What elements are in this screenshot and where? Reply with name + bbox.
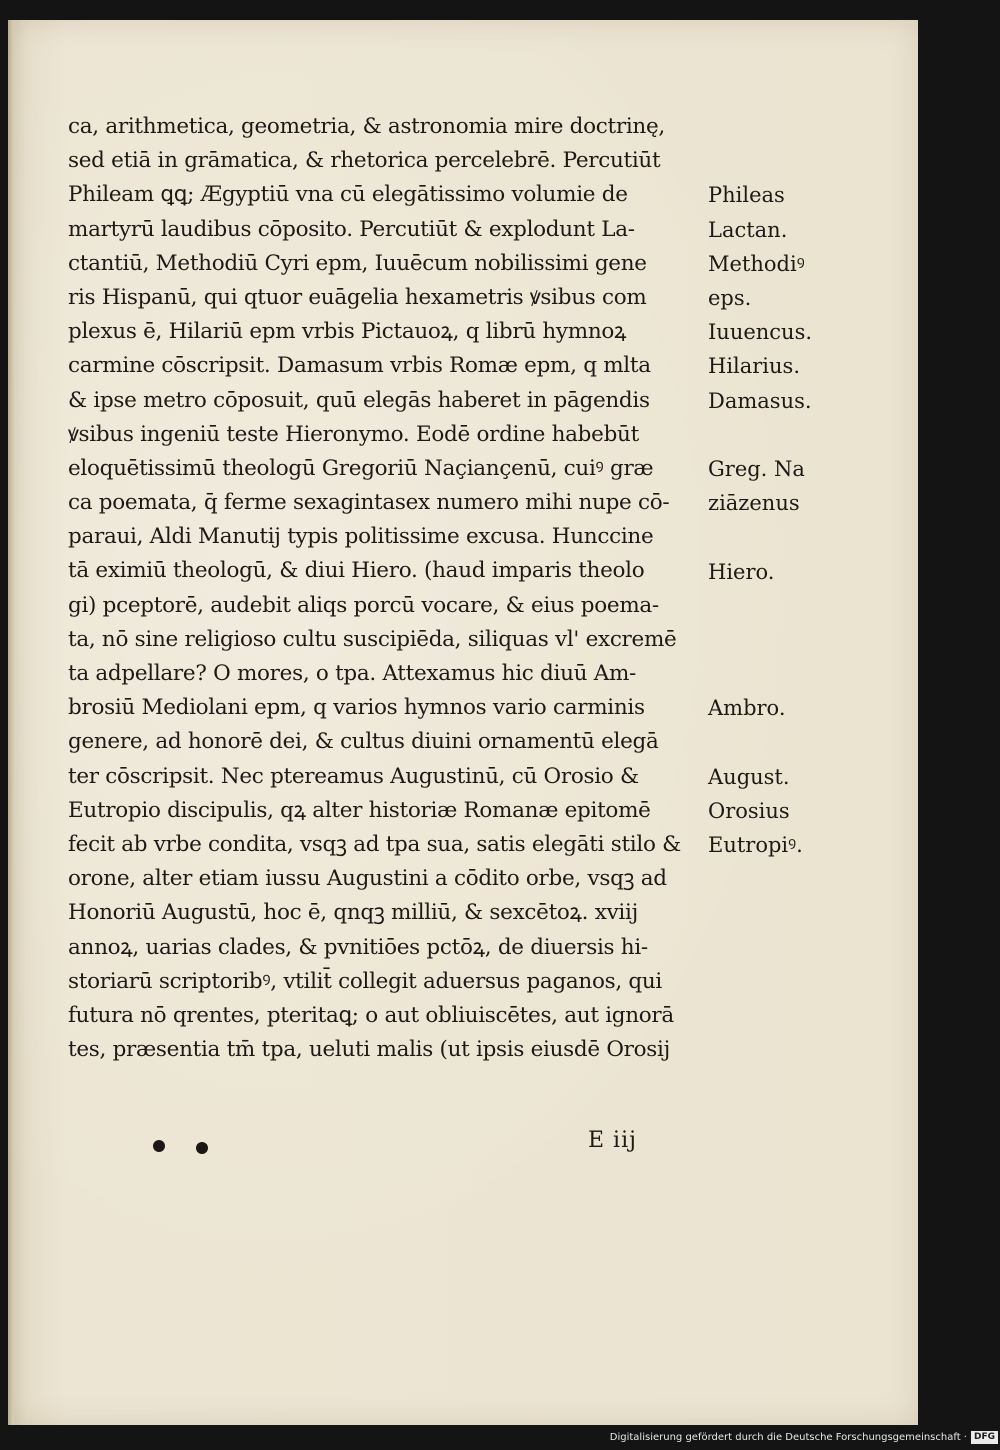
text-line: fecit ab vrbe condita, vsqꝫ ad tpa sua, satis elegāti stilo & [68,831,681,857]
text-line: futura nō qrentes, pteritaꝗ; o aut obliuiscētes, aut ignorā [68,1002,674,1028]
text-line: annoꝝ, uarias clades, & pvnitiōes pctōꝝ, de diuersis hi- [68,934,648,960]
marginal-note: Greg. Na [708,457,805,481]
page-gutter-edge [8,20,14,1425]
marginal-note: Methodiꝰ [708,251,805,276]
text-line: ta adpellare? O mores, o tpa. Attexamus hic diuū Am- [68,661,636,686]
text-line: brosiū Mediolani epm, q varios hymnos vario carminis [68,695,645,721]
digitization-footer [600,1425,1000,1450]
footer-credit-text: Digitalisierung gefördert durch die Deutsche Forschungsgemeinschaft · [609,1432,967,1443]
text-line: paraui, Aldi Manutij typis politissime excusa. Hunccine [68,524,654,550]
signature-mark: E iij [588,1128,637,1153]
marginal-note: Phileas [708,183,785,208]
text-line: ꝟsibus ingeniū teste Hieronymo. Eodē ordine habebūt [68,421,639,447]
text-line: ris Hispanū, qui qtuor euāgelia hexametris ꝟsibus com [68,284,647,310]
marginal-note: Ambro. [708,696,786,721]
text-line: orone, alter etiam iussu Augustini a cōdito orbe, vsqꝫ ad [68,866,667,892]
wormhole-right [196,1142,208,1154]
marginal-note: Damasus. [708,388,812,413]
text-line: Honoriū Augustū, hoc ē, qnqꝫ milliū, & sexcētoꝝ. xviij [68,900,638,926]
text-line: eloquētissimū theologū Gregoriū Naçiançenū, cuiꝰ græ [68,455,654,481]
text-line: sed etiā in grāmatica, & rhetorica percelebrē. Percutiūt [68,148,661,174]
text-line: carmine cōscripsit. Damasum vrbis Romæ epm, q mlta [68,353,651,379]
marginal-note: Iuuencus. [708,320,813,345]
dfg-logo-icon: DFG [971,1431,998,1444]
text-line: tā eximiū theologū, & diui Hiero. (haud imparis theolo [68,558,645,584]
text-line: Eutropio discipulis, qꝝ alter historiæ Romanæ epitomē [68,797,651,823]
marginal-note: August. [708,764,790,789]
text-line: martyrū laudibus cōposito. Percutiūt & explodunt La- [68,216,635,242]
text-line: storiarū scriptoribꝰ, vtilit̄ collegit aduersus paganos, qui [68,968,663,994]
marginal-note: Hilarius. [708,354,800,379]
wormhole-left [153,1140,165,1152]
text-line: plexus ē, Hilariū epm vrbis Pictauoꝝ, q librū hymnoꝝ [68,319,627,345]
main-text-block [68,110,708,1067]
text-line: Phileam ꝗꝗ; Ægyptiū vna cū elegātissimo volumie de [68,182,628,208]
text-line: ca poemata, q̄ ferme sexagintasex numero mihi nupe cō- [68,490,670,516]
text-line: ter cōscripsit. Nec ptereamus Augustinū, cū Orosio & [68,763,639,789]
text-line: ctantiū, Methodiū Cyri epm, Iuuēcum nobilissimi gene [68,250,647,276]
marginal-note: Hiero. [708,559,775,584]
text-line: genere, ad honorē dei, & cultus diuini ornamentū elegā [68,729,659,755]
marginal-note: Eutropiꝰ. [708,833,803,858]
marginal-note: Orosius [708,799,790,823]
text-line: gi) pceptorē, audebit aliqs porcū vocare, & eius poema- [68,592,659,618]
text-line: ta, nō sine religioso cultu suscipiēda, siliquas vl' excremē [68,626,677,652]
marginal-note: eps. [708,286,752,310]
text-line: tes, præsentia tm̄ tpa, ueluti malis (ut ipsis eiusdē Orosij [68,1037,670,1063]
text-line: & ipse metro cōposuit, quū elegās haberet in pāgendis [68,387,650,413]
marginal-note: Lactan. [708,217,788,242]
book-page [8,20,918,1425]
marginal-note: ziāzenus [708,491,800,516]
text-line: ca, arithmetica, geometria, & astronomia mire doctrinę, [68,114,665,139]
